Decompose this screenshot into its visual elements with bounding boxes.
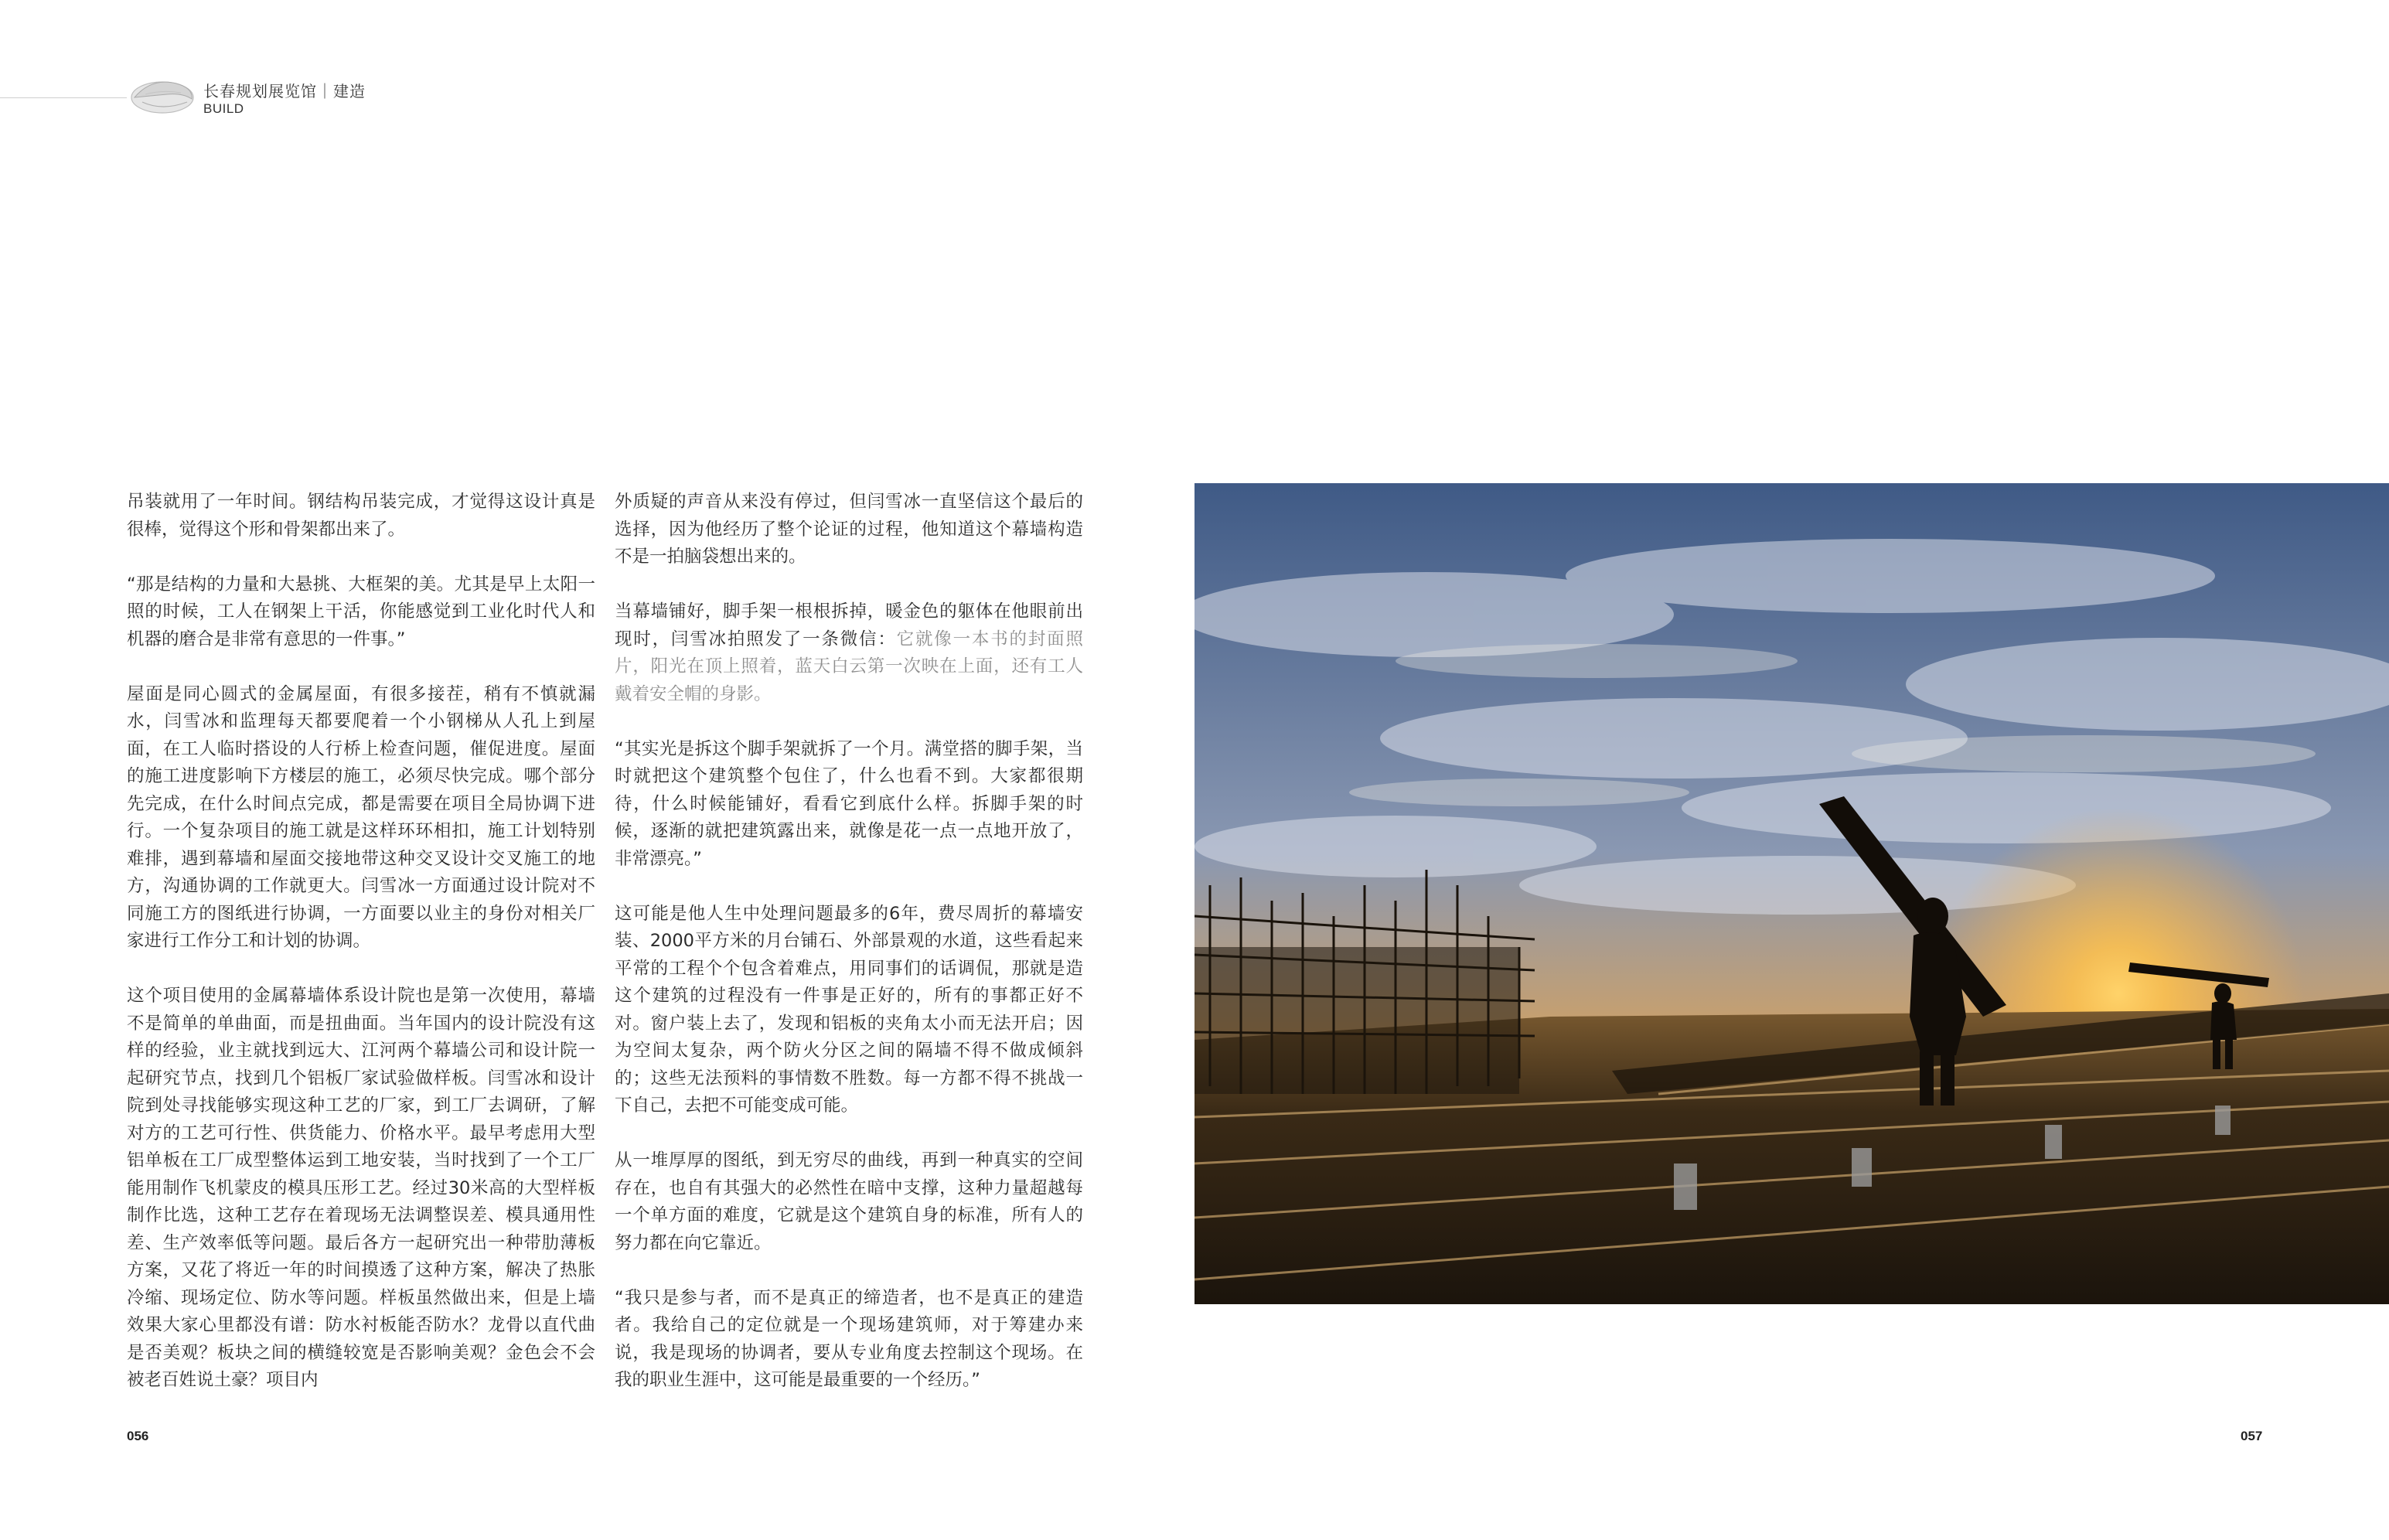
wechat-quote: 它就像一本书的封面照片，阳光在顶上照着，蓝天白云第一次映在上面，还有工人戴着安全帽的身影。	[615, 629, 1083, 704]
middle-text-column	[615, 489, 1083, 1422]
left-text-column	[127, 489, 595, 1422]
logo-icon	[128, 71, 198, 119]
sunset-roof-scene	[1194, 483, 2389, 1304]
middle-paragraph-6: “我只是参与者，而不是真正的缔造者，也不是真正的建造者。我给自己的定位就是一个现场建筑师，对于筹建办来说，我是现场的协调者，要从专业角度去控制这个现场。在我的职业生涯中，这可能是最重要的一个经历。”	[615, 1287, 1083, 1390]
header-title: 长春规划展览馆｜建造	[203, 82, 366, 101]
left-paragraph-4: 这个项目使用的金属幕墙体系设计院也是第一次使用，幕墙不是简单的单曲面，而是扭曲面。当年国内的设计院没有这样的经验，业主就找到远大、江河两个幕墙公司和设计院一起研究节点，找到几个铝板厂家试验做样板。闫雪冰和设计院到处寻找能够实现这种工艺的厂家，到工厂去调研，了解对方的工艺可行性、供货能力、价格水平。最早考虑用大型铝单板在工厂成型整体运到工地安装，当时找到了一个工厂能用制作飞机蒙皮的模具压形工艺。经过30米高的大型样板制作比选，这种工艺存在着现场无法调整误差、模具通用性差、生产效率低等问题。最后各方一起研究出一种带肋薄板方案，又花了将近一年的时间摸透了这种方案，解决了热胀冷缩、现场定位、防水等问题。样板虽然做出来，但是上墙效果大家心里都没有谱：防水衬板能否防水？龙骨以直代曲是否美观？板块之间的横缝较宽是否影响美观？金色会不会被老百姓说土豪？项目内	[127, 986, 595, 1390]
middle-paragraph-1: 外质疑的声音从来没有停过，但闫雪冰一直坚信这个最后的选择，因为他经历了整个论证的过程，他知道这个幕墙构造不是一拍脑袋想出来的。	[615, 492, 1083, 567]
page-number-left: 056	[127, 1429, 149, 1443]
middle-paragraph-5: 从一堆厚厚的图纸，到无穷尽的曲线，再到一种真实的空间存在，也自有其强大的必然性在暗中支撑，这种力量超越每一个单方面的难度，它就是这个建筑自身的标准，所有人的努力都在向它靠近。	[615, 1150, 1083, 1253]
scaffold-mass	[1194, 947, 1519, 1094]
left-paragraph-3: 屋面是同心圆式的金属屋面，有很多接茬，稍有不慎就漏水，闫雪冰和监理每天都要爬着一个小钢梯从人孔上到屋面，在工人临时搭设的人行桥上检查问题，催促进度。屋面的施工进度影响下方楼层的施工，必须尽快完成。哪个部分先完成，在什么时间点完成，都是需要在项目全局协调下进行。一个复杂项目的施工就是这样环环相扣，施工计划特别难排，遇到幕墙和屋面交接地带这种交叉设计交叉施工的地方，沟通协调的工作就更大。闫雪冰一方面通过设计院对不同施工方的图纸进行协调，一方面要以业主的身份对相关厂家进行工作分工和计划的协调。	[127, 683, 595, 951]
middle-paragraph-4: 这可能是他人生中处理问题最多的6年，费尽周折的幕墙安装、2000平方米的月台铺石、外部景观的水道，这些看起来平常的工程个个包含着难点，用同事们的话调侃，那就是造这个建筑的过程没有一件事是正好的，所有的事都正好不对。窗户装上去了，发现和铝板的夹角太小而无法开启；因为空间太复杂，两个防火分区之间的隔墙不得不做成倾斜的；这些无法预料的事情数不胜数。每一方都不得不挑战一下自己，去把不可能变成可能。	[615, 903, 1083, 1116]
left-paragraph-2: “那是结构的力量和大悬挑、大框架的美。尤其是早上太阳一照的时候，工人在钢架上干活，你能感觉到工业化时代人和机器的磨合是非常有意思的一件事。”	[127, 574, 595, 649]
header-subtitle: BUILD	[203, 101, 244, 116]
middle-paragraph-2	[615, 598, 1083, 708]
construction-photo	[1194, 483, 2389, 1304]
middle-paragraph-3: “其实光是拆这个脚手架就拆了一个月。满堂搭的脚手架，当时就把这个建筑整个包住了，什么也看不到。大家都很期待，什么时候能铺好，看看它到底什么样。拆脚手架的时候，逐渐的就把建筑露出来，就像是花一点一点地开放了，非常漂亮。”	[615, 738, 1083, 869]
header-rule	[0, 97, 127, 98]
middle-paragraph-2-text: 当幕墙铺好，脚手架一根根拆掉，暖金色的躯体在他眼前出现时，闫雪冰拍照发了一条微信：	[615, 601, 1083, 649]
page-number-right: 057	[2241, 1429, 2263, 1443]
left-paragraph-1: 吊装就用了一年时间。钢结构吊装完成，才觉得这设计真是很棒，觉得这个形和骨架都出来了。	[127, 492, 595, 540]
